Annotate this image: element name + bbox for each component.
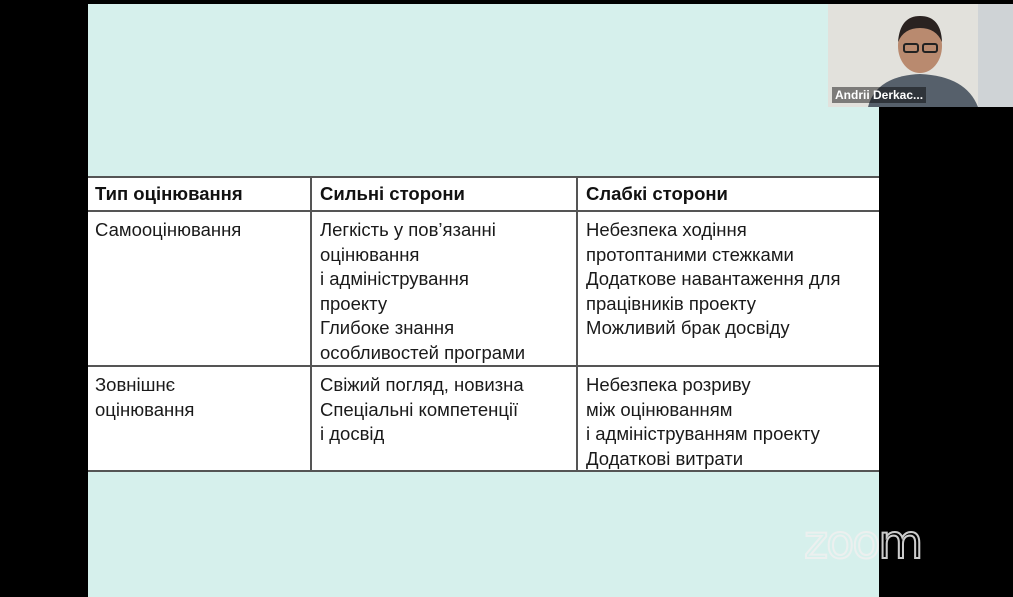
table-top-border	[88, 176, 879, 178]
header-type: Тип оцінювання	[95, 183, 243, 204]
participant-name: Andrii Derkac...	[832, 87, 926, 103]
header-divider	[88, 210, 879, 212]
row1-type: Самооцінювання	[95, 219, 242, 240]
shared-slide	[88, 4, 879, 597]
row1-weaknesses: Небезпека ходіння протоптаними стежками Додаткове навантаження для працівників проекту Можливий брак досвіду	[586, 219, 841, 338]
row2-strengths: Свіжий погляд, новизна Спеціальні компетенції і досвід	[320, 374, 524, 444]
header-strengths: Сильні сторони	[320, 183, 465, 204]
column-divider-2	[576, 176, 578, 472]
header-weaknesses: Слабкі сторони	[586, 183, 728, 204]
comparison-table	[88, 176, 879, 472]
row2-weaknesses: Небезпека розриву між оцінюванням і адмініструванням проекту Додаткові витрати	[586, 374, 820, 469]
row-divider	[88, 365, 879, 367]
column-divider-1	[310, 176, 312, 472]
zoom-watermark: zoom	[804, 515, 922, 569]
row1-strengths: Легкість у пов’язанні оцінювання і адміністрування проекту Глибоке знання особливостей програми	[320, 219, 526, 363]
row2-type: Зовнішнє оцінювання	[95, 374, 195, 420]
participant-video-tile[interactable]	[828, 4, 1013, 107]
